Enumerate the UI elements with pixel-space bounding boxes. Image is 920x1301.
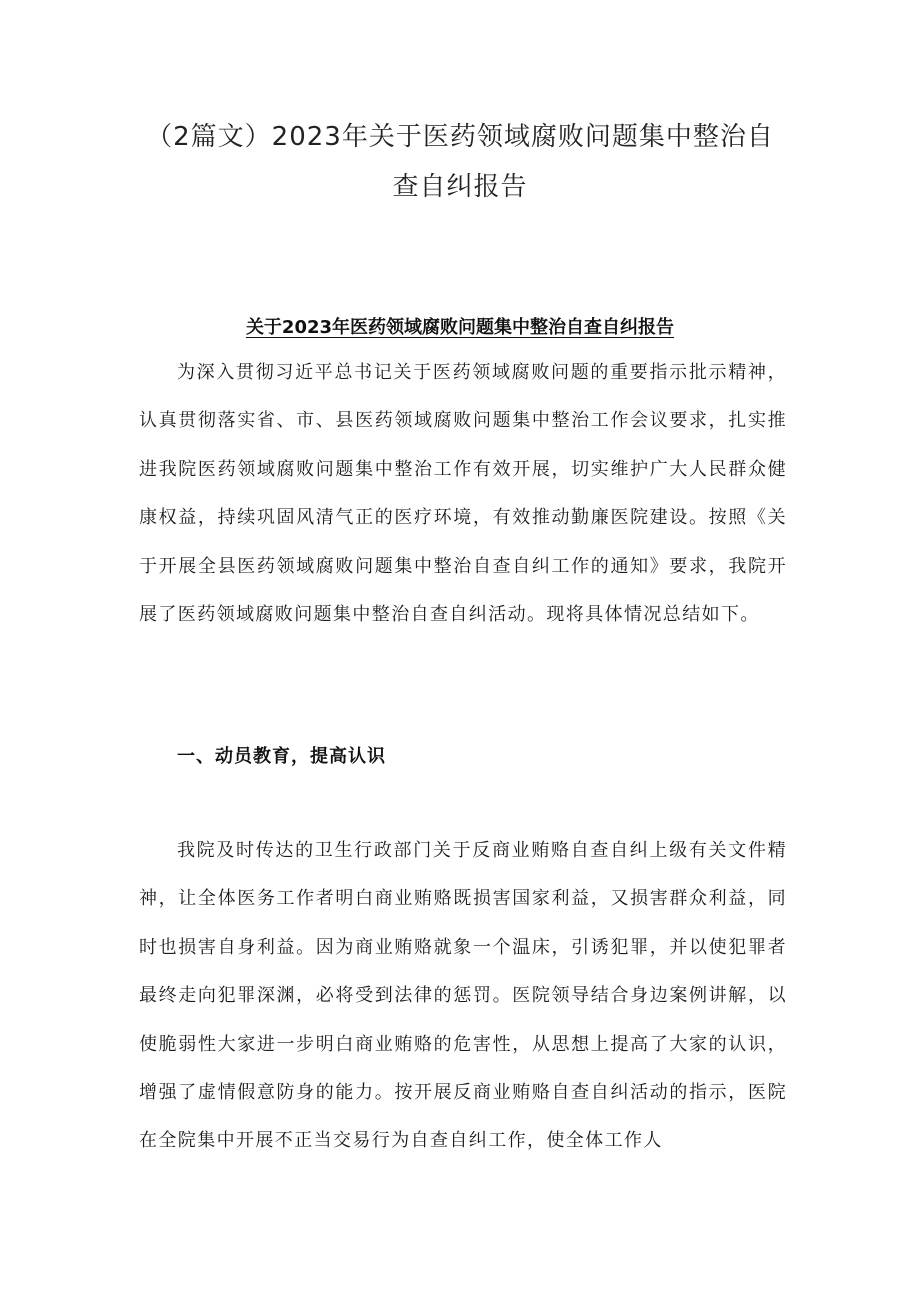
intro-paragraph: 为深入贯彻习近平总书记关于医药领域腐败问题的重要指示批示精神，认真贯彻落实省、市、县医药领域腐败问题集中整治工作会议要求，扎实推进我院医药领域腐败问题集中整治工作有效开展，切实维护广大人民群众健康权益，持续巩固风清气正的医疗环境，有效推动勤廉医院建设。按照《关于开展全县医药领域腐败问题集中整治自查自纠工作的通知》要求，我院开展了医药领域腐败问题集中整治自查自纠活动。现将具体情况总结如下。 [139,362,787,626]
section-1-paragraph: 我院及时传达的卫生行政部门关于反商业贿赂自查自纠上级有关文件精神，让全体医务工作者明白商业贿赂既损害国家利益，又损害群众利益，同时也损害自身利益。因为商业贿赂就象一个温床，引诱犯罪，并以使犯罪者最终走向犯罪深渊，必将受到法律的惩罚。医院领导结合身边案例讲解，以使脆弱性大家进一步明白商业贿赂的危害性，从思想上提高了大家的认识，增强了虚情假意防身的能力。按开展反商业贿赂自查自纠活动的指示，医院在全院集中开展不正当交易行为自查自纠工作，使全体工作人 [139,840,787,1152]
document-title-line-1: （2篇文）2023年关于医药领域腐败问题集中整治自 [146,122,774,152]
document-title [120,112,800,212]
report-subtitle: 关于2023年医药领域腐败问题集中整治自查自纠报告 [245,317,675,338]
document-title-line-2: 查自纠报告 [392,172,528,202]
section-1-heading: 一、动员教育，提高认识 [177,746,386,767]
